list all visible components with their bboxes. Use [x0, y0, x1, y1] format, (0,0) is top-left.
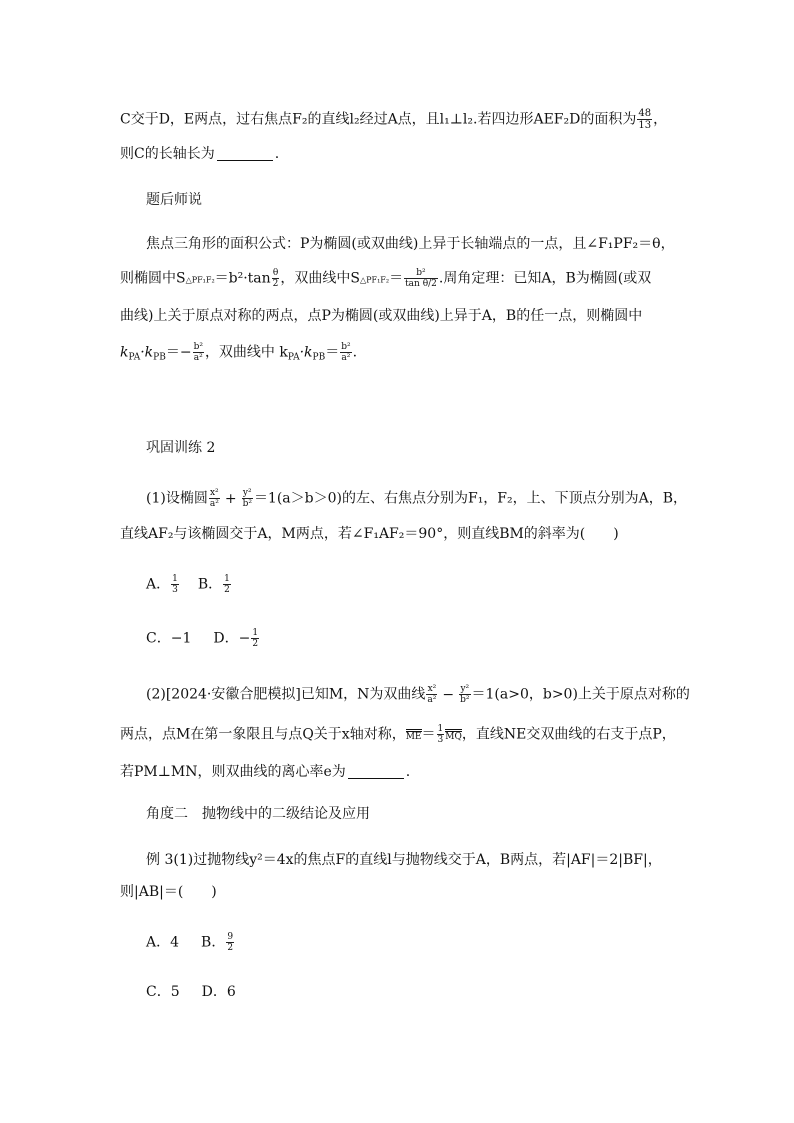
note-line-4 — [120, 342, 357, 363]
note-line-3: 曲线)上关于原点对称的两点，点P为椭圆(或双曲线)上异于A，B的任一点，则椭圆中 — [120, 308, 643, 324]
example3-line-1: 例 3(1)过抛物线y²＝4x的焦点F的直线l与抛物线交于A，B两点，若|AF|＝2|BF|， — [146, 852, 662, 868]
minus-sign: − — [442, 686, 455, 703]
area-fraction — [637, 108, 652, 131]
k-symbol-2: ·k — [140, 344, 154, 361]
note-line-2 — [120, 268, 651, 291]
major-axis-question: 则C的长轴长为 — [120, 146, 215, 162]
area-symbol-2: S — [350, 270, 360, 287]
a2: a² — [209, 499, 219, 509]
three-den: 3 — [437, 735, 444, 745]
hyperbola-area-fraction — [404, 268, 438, 289]
option-a-label: A． — [146, 576, 171, 593]
opt-d-num: 1 — [252, 628, 259, 638]
area-numerator: 48 — [638, 108, 652, 119]
plus-sign: + — [224, 490, 237, 507]
k-pa-sub-2: PA — [287, 352, 300, 363]
q2-y2-b2 — [459, 684, 470, 705]
q2-x2-a2 — [426, 684, 437, 705]
intro-text: C交于D，E两点，过右焦点F₂的直线l₂经过A点，且l₁⊥l₂.若四边形AEF₂D的面积为 — [120, 111, 637, 128]
equals-minus: ＝− — [165, 344, 192, 361]
opt-a-den: 3 — [172, 585, 178, 595]
q2-x2: x² — [427, 684, 437, 694]
intro-line-2 — [120, 144, 279, 164]
x2: x² — [209, 488, 219, 498]
q2-text: ＝1(a>0，b>0)上关于原点对称的 — [471, 686, 690, 703]
vector-me: ME — [406, 729, 422, 742]
option-b-label: B． — [197, 576, 223, 593]
hyperbola-k-label: ，双曲线中 k — [204, 344, 288, 361]
q2-y2: y² — [460, 684, 470, 694]
b2-num-3: b² — [341, 342, 351, 352]
opt-d-den: 2 — [252, 639, 259, 649]
vector-mq: MQ — [445, 729, 462, 742]
k-symbol-3: ·k — [299, 344, 313, 361]
ellipse-label: 则椭圆中 — [120, 270, 176, 287]
hyperbola-label: ，双曲线中 — [280, 270, 351, 287]
equals-sign: ＝ — [389, 270, 404, 287]
q2-line2-rest: ，直线NE交双曲线的右支于点P， — [461, 726, 676, 743]
option-d-label: D．− — [213, 630, 251, 647]
equals-sign-2: ＝ — [325, 344, 340, 361]
k-pa-sub: PA — [128, 352, 141, 363]
ex3-option-c: C．5 — [146, 984, 180, 1000]
x2-a2-fraction — [209, 488, 220, 509]
area-symbol: S — [176, 270, 186, 287]
k-pb-sub: PB — [153, 352, 166, 363]
hyperbola-slope-fraction — [340, 342, 351, 363]
ex3-option-d: D．6 — [201, 984, 236, 1000]
opt-a-num: 1 — [172, 574, 178, 584]
one-third-fraction — [437, 724, 445, 745]
q1-line-1 — [146, 488, 687, 509]
eccentricity-question: 若PM⊥MN，则双曲线的离心率e为 — [120, 764, 346, 780]
theta-half-fraction — [272, 268, 280, 289]
a2-den-2: a² — [341, 353, 351, 363]
q1-options-ab — [146, 574, 232, 595]
ellipse-formula: ＝b²·tan — [214, 270, 271, 287]
opt-b-num: 1 — [224, 574, 230, 584]
triangle-subscript-2: △PF₁F₂ — [360, 275, 390, 285]
b2-num-2: b² — [193, 342, 203, 352]
q2-prefix: (2)[2024·安徽合肥模拟]已知M，N为双曲线 — [146, 686, 426, 703]
q2-line2-text: 两点，点M在第一象限且与点Q关于x轴对称， — [120, 726, 406, 743]
q2-b2: b² — [460, 695, 470, 705]
b2: b² — [242, 499, 252, 509]
circle-angle-theorem: .周角定理：已知A，B为椭圆(或双 — [438, 270, 652, 287]
example3-line-2: 则|AB|＝( ) — [120, 884, 217, 900]
q2-a2: a² — [427, 695, 437, 705]
b2-num: b² — [404, 268, 438, 279]
intro-comma: ， — [653, 111, 668, 128]
y2-b2-fraction — [242, 488, 253, 509]
theta-den: 2 — [272, 279, 279, 289]
triangle-subscript: △PF₁F₂ — [185, 275, 215, 285]
theta-num: θ — [272, 268, 279, 278]
answer-blank-2[interactable] — [348, 764, 404, 779]
one-num: 1 — [437, 724, 444, 734]
opt-b-den: 2 — [224, 585, 230, 595]
k-symbol: k — [120, 344, 129, 361]
ex3-options-ab — [146, 932, 235, 953]
ellipse-slope-fraction — [193, 342, 204, 363]
option-c: C．−1 — [146, 630, 192, 647]
ex3-options-cd — [146, 982, 236, 1002]
intro-line-1 — [120, 108, 667, 131]
period: . — [274, 146, 280, 162]
ex3-option-b-label: B． — [201, 934, 226, 951]
option-a-fraction — [171, 574, 179, 595]
note-heading: 题后师说 — [146, 192, 202, 208]
q2-line-2 — [120, 724, 676, 745]
practice-heading: 巩固训练 2 — [146, 440, 216, 456]
q2-line-3 — [120, 762, 410, 782]
equals-3: ＝ — [421, 726, 436, 743]
q1-prefix: (1)设椭圆 — [146, 490, 208, 507]
period-2: . — [352, 344, 358, 361]
q1-options-cd — [146, 628, 260, 649]
tan-den: tan θ/2 — [405, 279, 437, 289]
q1-text: ＝1(a＞b＞0)的左、右焦点分别为F₁，F₂，上、下顶点分别为A，B， — [253, 490, 688, 507]
two-den: 2 — [227, 943, 234, 953]
ex3-option-b-fraction — [226, 932, 234, 953]
period-3: . — [405, 764, 411, 780]
ex3-option-a: A．4 — [146, 934, 180, 951]
angle2-heading: 角度二 抛物线中的二级结论及应用 — [146, 806, 370, 822]
answer-blank-1[interactable] — [217, 146, 273, 161]
y2: y² — [242, 488, 252, 498]
option-d-fraction — [251, 628, 259, 649]
note-line-1: 焦点三角形的面积公式：P为椭圆(或双曲线)上异于长轴端点的一点，且∠F₁PF₂＝θ， — [146, 236, 675, 252]
q1-line-2: 直线AF₂与该椭圆交于A，M两点，若∠F₁AF₂＝90°，则直线BM的斜率为( ) — [120, 526, 619, 542]
k-pb-sub-2: PB — [312, 352, 326, 363]
a2-den: a² — [193, 353, 203, 363]
nine-num: 9 — [227, 932, 234, 942]
option-b-fraction — [223, 574, 231, 595]
area-denominator: 13 — [638, 120, 652, 131]
q2-line-1 — [146, 684, 690, 705]
